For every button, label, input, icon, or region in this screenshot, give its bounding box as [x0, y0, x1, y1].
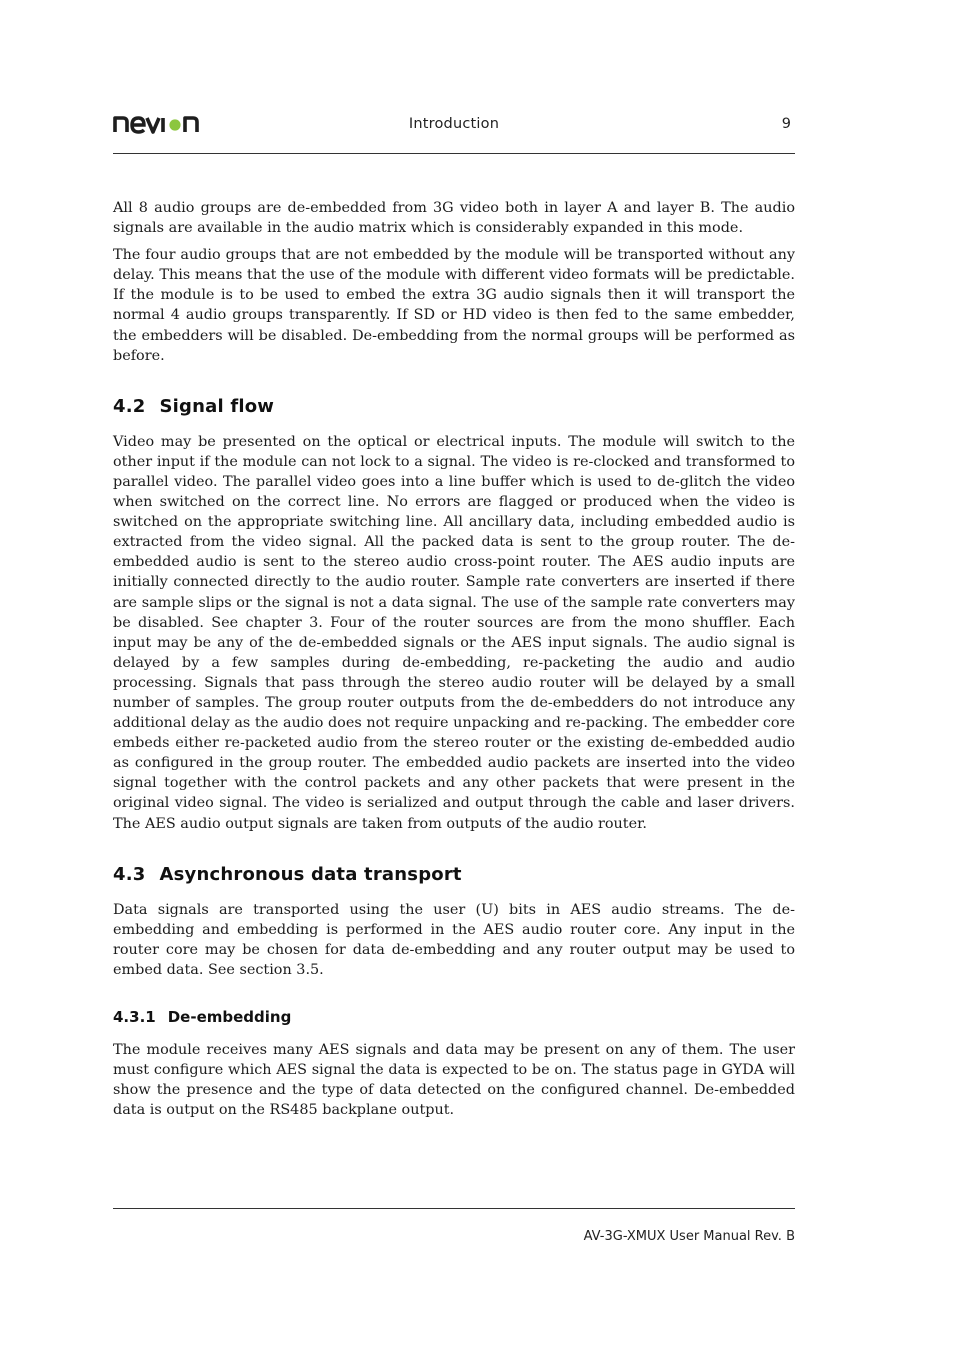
section-title: Signal flow — [159, 395, 275, 417]
section-heading-async-data — [113, 864, 795, 885]
section-heading-signal-flow — [113, 396, 795, 417]
page-header — [113, 106, 795, 140]
footer-manual-title: AV-3G-XMUX User Manual Rev. B — [583, 1229, 795, 1244]
header-page-number: 9 — [781, 116, 791, 132]
de-embedding-paragraph: The module receives many AES signals and data may be present on any of them. The user must configure which AES signal the data is expected to be on. The status page in GYDA will show the presence and the type of data detected on the configured channel. De-embedded data is output on the RS485 backplane output. — [113, 1042, 795, 1119]
subsection-number: 4.3.1 — [113, 1008, 156, 1026]
intro-paragraph-2: The four audio groups that are not embedded by the module will be transported without any delay. This means that the use of the module with different video formats will be predictable. If the module is to be used to embed the extra 3G audio signals then it will transport the normal 4 audio groups transparently. If SD or HD video is then fed to the same embedder, the embedders will be disabled. De-embedding from the normal groups will be performed as before. — [113, 247, 795, 364]
header-section-title: Introduction — [408, 116, 500, 132]
section-number: 4.2 — [113, 395, 146, 417]
async-data-paragraph: Data signals are transported using the user (U) bits in AES audio streams. The de-embedding and embedding is performed in the AES audio router core. Any input in the router core may be chosen for data de-embedding and any router output may be used to embed data. See section 3.5. — [113, 901, 795, 978]
signal-flow-paragraph: Video may be presented on the optical or electrical inputs. The module will switch to the other input if the module can not lock to a signal. The video is re-clocked and transformed to parallel video. The parallel video goes into a line buffer which is used to de-glitch the video when switched on the correct line. No errors are flagged or produced when the video is switched on the appropriate switching line. All ancillary data, including embedded audio is extracted from the video signal. All the packed data is sent to the group router. The de-embedded audio is sent to the stereo audio cross-point router. The AES audio inputs are initially connected directly to the audio router. Sample rate converters are inserted if there are sample slips or the signal is not a data signal. The use of the sample rate converters may be disabled. See chapter 3. Four of the router sources are from the mono shuffler. Each input may be any of the de-embedded signals or the AES input signals. The audio signal is delayed by a few samples during de-embedding, re-packeting the audio and audio processing. Signals that pass through the stereo audio router will be delayed by a small number of samples. The group router outputs from the de-embedders do not introduce any additional delay as the audio does not require unpacking and re-packing. The embedder core embeds either re-packeted audio from the stereo router or the existing de-embedded audio as configured in the group router. The embedded audio packets are inserted into the video signal together with the control packets and any other packets that were present in the original video signal. The video is serialized and output through the cable and laser drivers. The AES audio output signals are taken from outputs of the audio router. — [113, 433, 795, 832]
subsection-title: De-embedding — [167, 1008, 292, 1026]
header-rule — [113, 153, 795, 154]
document-page — [113, 0, 795, 1350]
subsection-heading-de-embedding — [113, 1008, 795, 1026]
section-number: 4.3 — [113, 863, 146, 885]
intro-paragraph-1: All 8 audio groups are de-embedded from 3G video both in layer A and layer B. The audio signals are available in the audio matrix which is considerably expanded in this mode. — [113, 200, 795, 237]
section-title: Asynchronous data transport — [159, 863, 462, 885]
page-content — [113, 198, 795, 1127]
footer-rule — [113, 1208, 795, 1209]
